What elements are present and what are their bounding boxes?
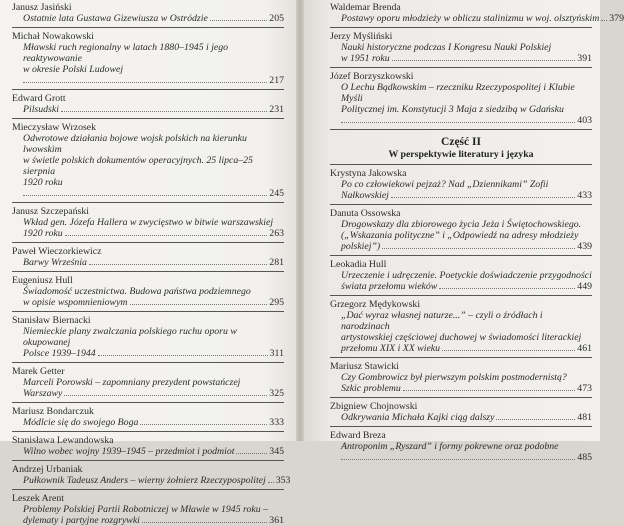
dot-leader	[210, 20, 268, 21]
page-number: 449	[577, 281, 592, 292]
entry-title-line: Czy Gombrowicz był pierwszym polskim postmodernistą?	[341, 372, 567, 383]
dot-leader	[601, 20, 607, 21]
entry-title-text: Módlcie się do swojego Boga	[23, 417, 139, 428]
dot-leader	[382, 248, 575, 249]
toc-entry	[12, 464, 291, 486]
page-number: 379	[609, 13, 624, 24]
entry-author: Grzegorz Mędykowski	[330, 299, 421, 310]
entry-title-final-line	[330, 412, 592, 423]
toc-entry	[330, 259, 592, 292]
right-toc-top	[330, 2, 624, 130]
entry-author: Waldemar Brenda	[330, 2, 401, 13]
entry-title-line: Marceli Porowski – zapomniany prezydent powstańczej	[23, 377, 241, 388]
entry-author: Jerzy Myśliński	[330, 31, 393, 42]
toc-entry	[330, 430, 592, 463]
dot-leader	[64, 395, 267, 396]
entry-title-text: Polsce 1939–1944	[23, 348, 96, 359]
page-number: 217	[269, 75, 284, 86]
entry-divider	[12, 362, 284, 363]
entry-title-text: dylematy i partyjne rozgrywki	[23, 515, 140, 526]
entry-page-line	[330, 452, 592, 463]
toc-entry	[12, 31, 284, 86]
dot-leader	[236, 453, 267, 454]
entry-title-line: 1920 roku	[23, 177, 63, 188]
entry-title-line: Nauki historyczne podczas I Kongresu Nauki Polskiej	[341, 42, 552, 53]
entry-title-text: świata przełomu wieków	[341, 281, 438, 292]
entry-author: Krystyna Jakowska	[330, 168, 407, 179]
entry-author: Danuta Ossowska	[330, 208, 401, 219]
entry-title-line: Wkład gen. Józefa Hallera w zwycięstwo w bitwie warszawskiej	[23, 217, 274, 228]
toc-entry	[12, 275, 284, 308]
toc-entry	[12, 406, 284, 428]
entry-title-line: Urzeczenie i udręczenie. Poetyckie doświadczenie przygodności	[341, 270, 592, 281]
entry-title-final-line	[12, 417, 284, 428]
entry-divider	[12, 460, 284, 461]
entry-title-text: Postawy oporu młodzieży w obliczu stalinizmu w woj. olsztyńskim	[341, 13, 600, 24]
dot-leader	[496, 419, 575, 420]
entry-title-line: Odwrotowe działania bojowe wojsk polskich na kierunku lwowskim	[23, 133, 247, 155]
entry-author: Janusz Szczepański	[12, 206, 89, 217]
page-number: 403	[577, 115, 592, 126]
toc-entry	[12, 2, 284, 24]
entry-title-final-line	[330, 13, 624, 24]
section-heading	[330, 135, 592, 161]
dot-leader	[439, 288, 575, 289]
toc-entry	[12, 93, 284, 115]
page-number: 439	[577, 241, 592, 252]
entry-title-text: przełomu XIX i XX wieku	[341, 343, 441, 354]
page-number: 353	[275, 475, 291, 486]
entry-divider	[12, 242, 284, 243]
dot-leader	[268, 482, 274, 483]
book-gutter	[296, 0, 304, 441]
page-number: 345	[269, 446, 284, 457]
toc-entry	[330, 208, 592, 252]
entry-title-line: Świadomość uczestnictwa. Budowa państwa podziemnego	[23, 286, 251, 297]
entry-title-line: Mławski ruch regionalny w latach 1880–1945 i jego reaktywowanie	[23, 42, 229, 64]
right-toc	[330, 2, 624, 463]
entry-divider	[12, 27, 284, 28]
entry-author: Leokadia Hull	[330, 259, 387, 270]
entry-divider	[12, 311, 284, 312]
toc-entry	[330, 71, 592, 126]
section-divider	[330, 164, 592, 165]
page-number: 473	[577, 383, 592, 394]
entry-title-final-line	[330, 383, 592, 394]
entry-divider	[12, 271, 284, 272]
dot-leader	[61, 111, 267, 112]
entry-title-text: Nałkowskiej	[341, 190, 389, 201]
page-number: 325	[269, 388, 284, 399]
entry-title-line: w okresie Polski Ludowej	[23, 64, 124, 75]
entry-divider	[330, 295, 592, 296]
page-number: 433	[577, 190, 592, 201]
entry-author: Marek Getter	[12, 366, 65, 377]
entry-title-text: 1920 roku	[23, 228, 63, 239]
entry-divider	[330, 204, 592, 205]
entry-divider	[330, 27, 592, 28]
entry-author: Stanisława Lewandowska	[12, 435, 114, 446]
toc-entry	[330, 31, 592, 64]
page-number: 485	[577, 452, 592, 463]
entry-title-final-line	[330, 281, 592, 292]
entry-title-line: („Wskazania polityczne” i „Odpowiedź na adresy młodzieży	[341, 230, 579, 241]
entry-author: Mieczysław Wrzosek	[12, 122, 97, 133]
entry-title-final-line	[330, 343, 592, 354]
page-number: 263	[269, 228, 284, 239]
entry-author: Eugeniusz Hull	[12, 275, 73, 286]
entry-author: Józef Borzyszkowski	[330, 71, 414, 82]
entry-title-final-line	[12, 515, 284, 526]
entry-title-final-line	[12, 475, 291, 486]
entry-title-line: Politycznej im. Konstytucji 3 Maja z siedzibą w Gdańsku	[341, 104, 564, 115]
entry-page-line	[12, 188, 284, 199]
dot-leader	[23, 195, 267, 196]
page-number: 311	[269, 348, 284, 359]
entry-author: Michał Nowakowski	[12, 31, 94, 42]
dot-leader	[130, 304, 268, 305]
entry-divider	[330, 255, 592, 256]
entry-title-final-line	[12, 388, 284, 399]
entry-title-text: Ostatnie lata Gustawa Gizewiusza w Ostródzie	[23, 13, 208, 24]
toc-entry	[12, 246, 284, 268]
entry-title-line: Antroponim „Ryszard” i formy pokrewne oraz podobne	[341, 441, 559, 452]
entry-author: Mariusz Stawicki	[330, 361, 399, 372]
entry-title-line: Drogowskazy dla zbiorowego życia Jeża i Świętochowskiego.	[341, 219, 582, 230]
dot-leader	[23, 82, 267, 83]
toc-entry	[12, 366, 284, 399]
entry-author: Mariusz Bondarczuk	[12, 406, 94, 417]
page-number: 333	[269, 417, 284, 428]
entry-divider	[12, 431, 284, 432]
entry-divider	[330, 67, 592, 68]
entry-title-text: w 1951 roku	[341, 53, 390, 64]
entry-page-line	[12, 75, 284, 86]
page-number: 361	[269, 515, 284, 526]
toc-entry	[12, 206, 284, 239]
entry-author: Stanisław Biernacki	[12, 315, 91, 326]
dot-leader	[89, 264, 267, 265]
toc-entry	[330, 168, 592, 201]
entry-title-line: artystowskiej częściowej duchowej w świadomości literackiej	[341, 332, 582, 343]
toc-entry	[12, 435, 284, 457]
section-title: Część II	[441, 136, 481, 148]
entry-title-text: Szkic problemu	[341, 383, 401, 394]
page-number: 295	[269, 297, 284, 308]
toc-entry	[12, 315, 284, 359]
entry-title-final-line	[12, 104, 284, 115]
dot-leader	[140, 424, 267, 425]
dot-leader	[341, 459, 575, 460]
left-page	[0, 0, 300, 526]
entry-title-final-line	[12, 257, 284, 268]
dot-leader	[142, 522, 267, 523]
entry-divider	[12, 89, 284, 90]
entry-title-final-line	[12, 13, 284, 24]
entry-divider	[330, 357, 592, 358]
entry-divider	[12, 118, 284, 119]
entry-divider	[12, 489, 284, 490]
entry-title-line: Problemy Polskiej Partii Robotniczej w Mławie w 1945 roku –	[23, 504, 268, 515]
entry-author: Zbigniew Chojnowski	[330, 401, 418, 412]
entry-divider	[330, 426, 592, 427]
page-number: 231	[269, 104, 284, 115]
entry-author: Andrzej Urbaniak	[12, 464, 83, 475]
entry-title-text: Wilno wobec wojny 1939–1945 – przedmiot i podmiot	[23, 446, 235, 457]
entry-page-line	[330, 115, 592, 126]
entry-author: Paweł Wieczorkiewicz	[12, 246, 102, 257]
entry-author: Janusz Jasiński	[12, 2, 72, 13]
toc-entry	[330, 361, 592, 394]
page-number: 481	[577, 412, 592, 423]
entry-title-final-line	[330, 241, 592, 252]
entry-title-line: O Lechu Bądkowskim – rzeczniku Rzeczypospolitej i Klubie Myśli	[341, 82, 575, 104]
toc-entry	[12, 122, 284, 199]
entry-title-line: w świetle polskich dokumentów operacyjnych. 25 lipca–25 sierpnia	[23, 155, 253, 177]
dot-leader	[341, 122, 575, 123]
entry-title-final-line	[330, 53, 592, 64]
dot-leader	[392, 60, 576, 61]
entry-title-final-line	[12, 446, 284, 457]
entry-divider	[330, 129, 592, 130]
dot-leader	[391, 197, 575, 198]
page-number: 245	[269, 188, 284, 199]
entry-title-text: Barwy Września	[23, 257, 87, 268]
entry-title-text: polskiej”)	[341, 241, 381, 252]
entry-title-final-line	[330, 190, 592, 201]
right-page	[300, 0, 624, 463]
entry-title-final-line	[12, 348, 284, 359]
page-number: 461	[577, 343, 592, 354]
page-number: 281	[269, 257, 284, 268]
entry-title-line: Niemieckie plany zwalczania polskiego ruchu oporu w okupowanej	[23, 326, 237, 348]
toc-entry	[12, 493, 284, 526]
entry-title-final-line	[12, 297, 284, 308]
entry-title-text: Odkrywania Michała Kajki ciąg dalszy	[341, 412, 495, 423]
entry-title-text: Warszawy	[23, 388, 63, 399]
entry-title-text: w opisie wspomnieniowym	[23, 297, 128, 308]
section-subtitle: W perspektywie literatury i języka	[388, 149, 534, 160]
entry-author: Edward Grott	[12, 93, 66, 104]
entry-divider	[12, 402, 284, 403]
entry-title-final-line	[12, 228, 284, 239]
left-toc	[12, 2, 291, 526]
dot-leader	[98, 355, 268, 356]
entry-title-text: Pilsudski	[23, 104, 59, 115]
page-number: 205	[269, 13, 284, 24]
entry-title-text: Pułkownik Tadeusz Anders – wierny żołnierz Rzeczypospolitej	[23, 475, 266, 486]
toc-entry	[330, 2, 624, 24]
entry-author: Leszek Arent	[12, 493, 64, 504]
entry-divider	[12, 202, 284, 203]
entry-title-line: Po co człowiekowi pejzaż? Nad „Dziennikami” Zofii	[341, 179, 549, 190]
right-toc-bottom	[330, 168, 592, 463]
page-number: 391	[577, 53, 592, 64]
entry-author: Edward Breza	[330, 430, 386, 441]
entry-title-line: „Dać wyraz własnej naturze...” – czyli o źródłach i narodzinach	[341, 310, 543, 332]
toc-entry	[330, 401, 592, 423]
dot-leader	[442, 350, 575, 351]
entry-divider	[330, 397, 592, 398]
dot-leader	[65, 235, 268, 236]
toc-entry	[330, 299, 592, 354]
dot-leader	[403, 390, 576, 391]
